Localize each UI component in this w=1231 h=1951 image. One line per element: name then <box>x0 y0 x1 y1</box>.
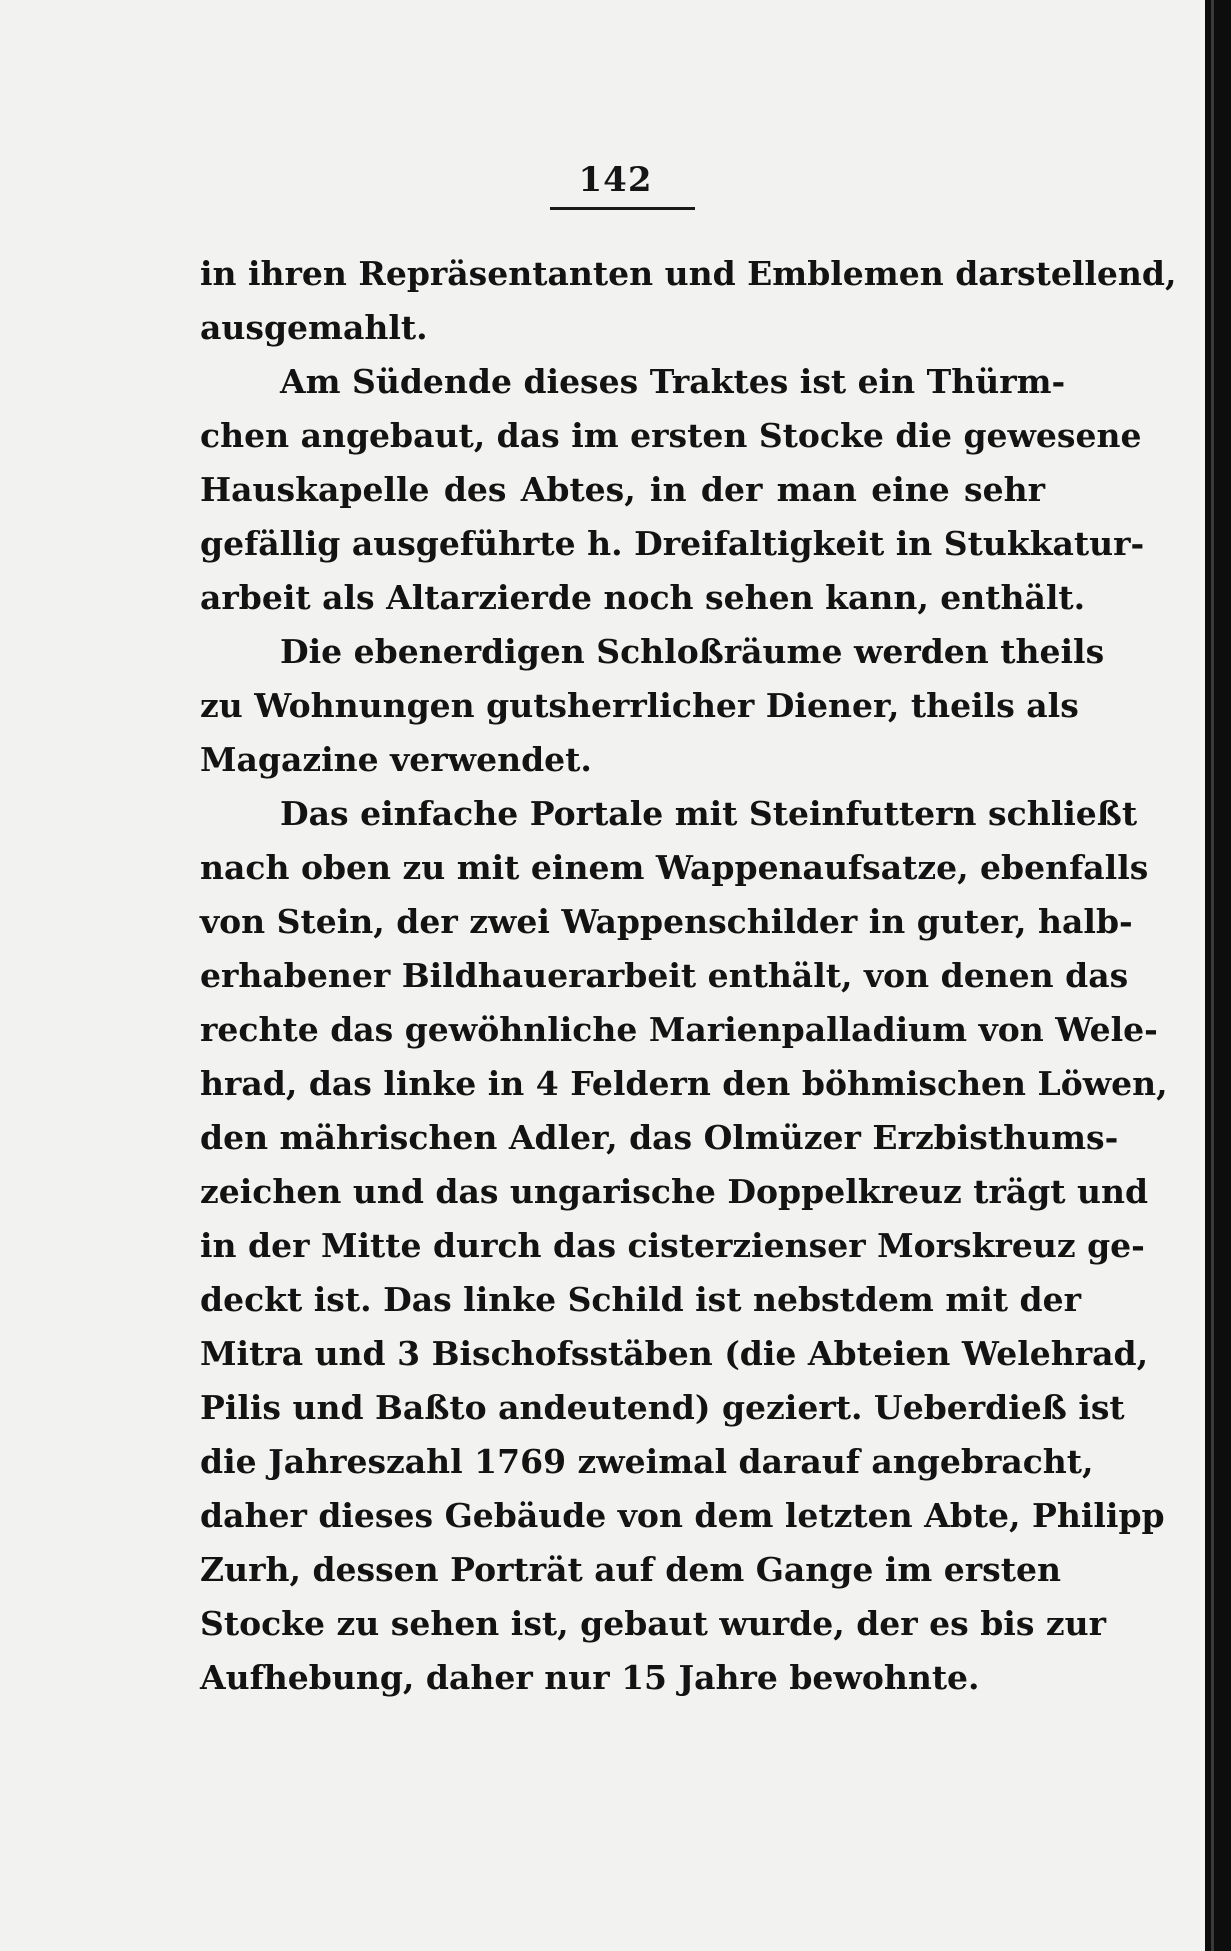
text-line-14: erhabener Bildhauerarbeit enthält, von denen das <box>200 956 1129 995</box>
page-number: 142 <box>578 160 653 200</box>
text-line-6: gefällig ausgeführte h. Dreifaltigkeit in Stukkatur- <box>200 524 1145 563</box>
text-line-1: in ihren Repräsentanten und Emblemen darstellend, <box>200 254 1177 293</box>
text-line-5: Hauskapelle des Abtes, in der man eine sehr <box>200 470 1045 509</box>
text-line-20: deckt ist. Das linke Schild ist nebstdem mit der <box>200 1280 1081 1319</box>
text-line-17: den mährischen Adler, das Olmüzer Erzbisthums- <box>200 1118 1119 1157</box>
text-line-22: Pilis und Baßto andeutend) geziert. Ueberdieß ist <box>200 1388 1125 1427</box>
text-line-2: ausgemahlt. <box>200 308 428 347</box>
scan-edge-stripe <box>1211 0 1214 1951</box>
text-line-18: zeichen und das ungarische Doppelkreuz trägt und <box>200 1172 1149 1211</box>
text-line-16: hrad, das linke in 4 Feldern den böhmischen Löwen, <box>200 1064 1168 1103</box>
text-line-15: rechte das gewöhnliche Marienpalladium von Wele- <box>200 1010 1158 1049</box>
text-line-23: die Jahreszahl 1769 zweimal darauf angebracht, <box>200 1442 1094 1481</box>
text-line-10: Magazine verwendet. <box>200 740 592 779</box>
text-line-27: Aufhebung, daher nur 15 Jahre bewohnte. <box>200 1658 980 1697</box>
text-line-25: Zurh, dessen Porträt auf dem Gange im ersten <box>200 1550 1061 1589</box>
text-line-12: nach oben zu mit einem Wappenaufsatze, ebenfalls <box>200 848 1149 887</box>
text-line-8: Die ebenerdigen Schloßräume werden theils <box>280 632 1105 671</box>
page-number-rule <box>550 207 695 210</box>
scan-edge <box>1205 0 1231 1951</box>
text-line-4: chen angebaut, das im ersten Stocke die gewesene <box>200 416 1142 455</box>
text-line-19: in der Mitte durch das cisterzienser Morskreuz ge- <box>200 1226 1145 1265</box>
text-line-13: von Stein, der zwei Wappenschilder in guter, halb- <box>200 902 1133 941</box>
text-line-3: Am Südende dieses Traktes ist ein Thürm- <box>280 362 1066 401</box>
text-line-24: daher dieses Gebäude von dem letzten Abte, Philipp <box>200 1496 1165 1535</box>
text-line-7: arbeit als Altarzierde noch sehen kann, enthält. <box>200 578 1086 617</box>
text-line-9: zu Wohnungen gutsherrlicher Diener, theils als <box>200 686 1079 725</box>
text-line-26: Stocke zu sehen ist, gebaut wurde, der es bis zur <box>200 1604 1107 1643</box>
text-line-21: Mitra und 3 Bischofsstäben (die Abteien Welehrad, <box>200 1334 1149 1373</box>
text-line-11: Das einfache Portale mit Steinfuttern schließt <box>280 794 1138 833</box>
